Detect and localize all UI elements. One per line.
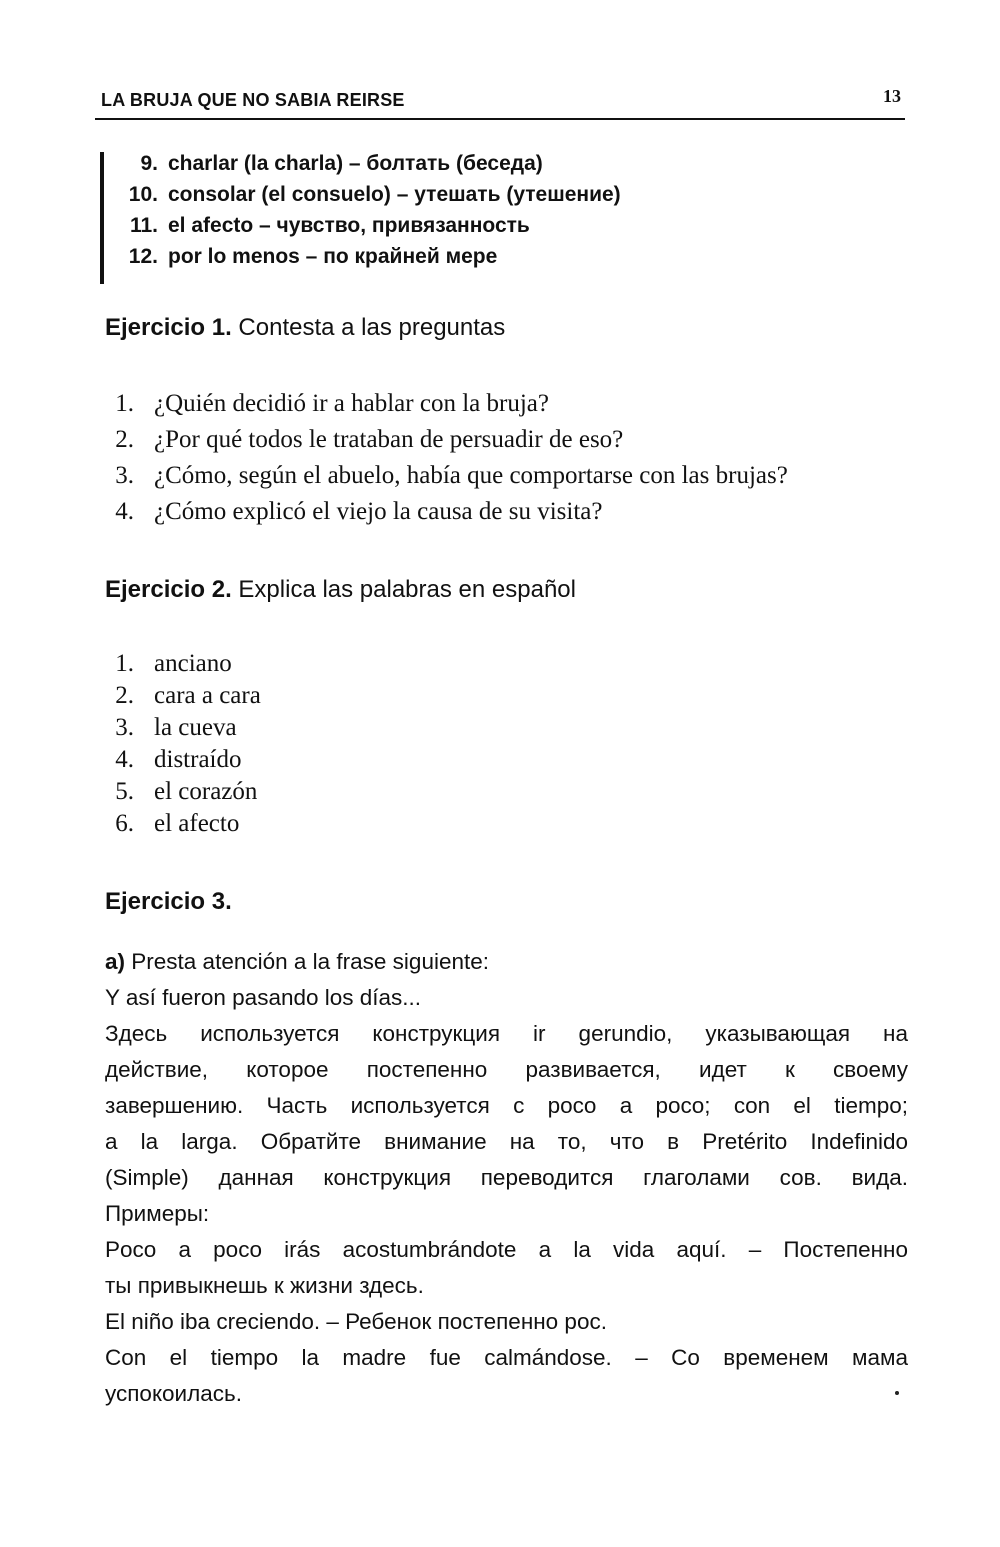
- body-line: ты привыкнешь к жизни здесь.: [105, 1273, 424, 1298]
- word-text: el corazón: [154, 778, 258, 805]
- vocab-number: 11.: [129, 214, 158, 237]
- question-text: ¿Quién decidió ir a hablar con la bruja?: [154, 390, 549, 417]
- word-number: 3.: [115, 714, 134, 741]
- body-line: Здесь используется конструкция ir gerundio, указывающая на: [105, 1021, 908, 1046]
- body-line: Y así fueron pasando los días...: [105, 985, 422, 1010]
- exercise-2-label: Ejercicio 2.: [105, 576, 232, 603]
- question-text: ¿Por qué todos le trataban de persuadir de eso?: [154, 426, 624, 453]
- exercise-3-heading: [105, 888, 232, 916]
- book-title: LA BRUJA QUE NO SABIA REIRSE: [101, 90, 405, 110]
- word-text: cara a cara: [154, 682, 261, 709]
- page-number: 13: [883, 86, 901, 106]
- body-line: El niño iba creciendo. – Ребенок постепенно рос.: [105, 1309, 607, 1334]
- body-line: Con el tiempo la madre fue calmándose. – Со временем мама: [105, 1345, 908, 1370]
- question-number: 1.: [115, 390, 134, 417]
- exercise-2-heading: [105, 576, 576, 604]
- vocabulary-list: [100, 152, 864, 284]
- running-header: [95, 82, 905, 120]
- body-line: действие, которое постепенно развивается, идет к своему: [105, 1057, 908, 1082]
- part-a-label: a): [105, 949, 126, 974]
- word-text: el afecto: [154, 810, 240, 837]
- print-speck: [895, 1391, 899, 1395]
- word-text: anciano: [154, 650, 232, 677]
- question-text: ¿Cómo explicó el viejo la causa de su visita?: [154, 498, 603, 525]
- body-line: успокоилась.: [105, 1381, 242, 1406]
- exercise-1-instruction: Contesta a las preguntas: [238, 314, 506, 341]
- body-line: Примеры:: [105, 1201, 210, 1226]
- question-text: ¿Cómo, según el abuelo, había que comportarse con las brujas?: [154, 462, 788, 489]
- word-number: 2.: [115, 682, 134, 709]
- word-text: la cueva: [154, 714, 237, 741]
- word-text: distraído: [154, 746, 242, 773]
- vocab-text: el afecto – чувство, привязанность: [168, 214, 530, 237]
- exercise-3-body: [105, 944, 908, 1412]
- word-number: 1.: [115, 650, 134, 677]
- vocab-number: 12.: [128, 245, 158, 268]
- exercise-3-label: Ejercicio 3.: [105, 888, 232, 915]
- vocab-number: 10.: [128, 183, 158, 206]
- vocab-text: charlar (la charla) – болтать (беседа): [168, 152, 543, 175]
- body-line: завершению. Часть используется с poco a poco; con el tiempo;: [105, 1093, 908, 1118]
- body-line: Poco a poco irás acostumbrándote a la vida aquí. – Постепенно: [105, 1237, 908, 1262]
- word-number: 6.: [115, 810, 134, 837]
- word-number: 4.: [115, 746, 134, 773]
- exercise-2-instruction: Explica las palabras en español: [238, 576, 576, 603]
- vocab-text: por lo menos – по крайней мере: [168, 245, 498, 268]
- word-number: 5.: [115, 778, 134, 805]
- vocab-text: consolar (el consuelo) – утешать (утешение): [168, 183, 621, 206]
- question-number: 4.: [115, 498, 134, 525]
- body-line: a la larga. Обратйте внимание на то, что в Pretérito Indefinido: [105, 1129, 908, 1154]
- part-a-text: Presta atención a la frase siguiente:: [131, 949, 489, 974]
- exercise-1-label: Ejercicio 1.: [105, 314, 232, 341]
- question-number: 2.: [115, 426, 134, 453]
- vocab-number: 9.: [140, 152, 158, 175]
- part-a-line: [105, 944, 908, 980]
- body-line: (Simple) данная конструкция переводится глаголами сов. вида.: [105, 1165, 908, 1190]
- exercise-1-heading: [105, 314, 505, 342]
- question-number: 3.: [115, 462, 134, 489]
